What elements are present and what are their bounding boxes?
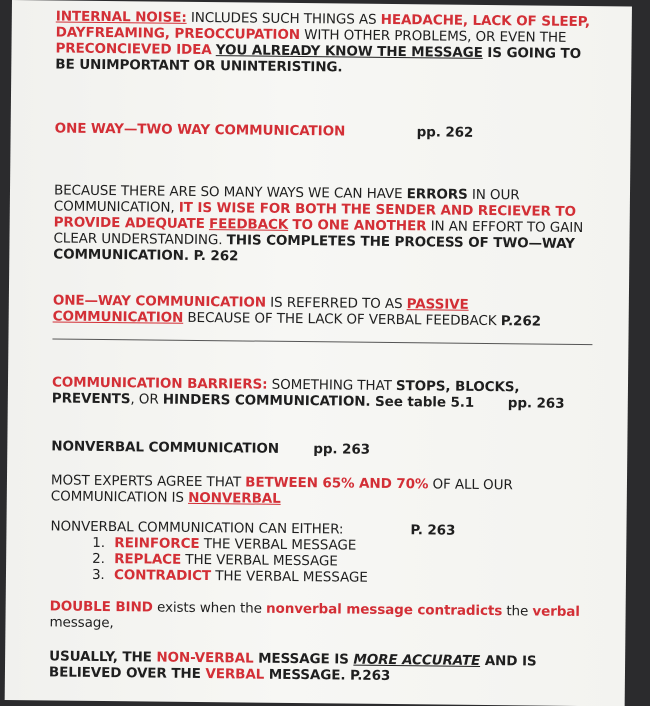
verbal-word: verbal <box>532 603 580 620</box>
heading-page: pp. 262 <box>416 124 474 141</box>
text: WITH OTHER PROBLEMS, OR EVEN THE <box>299 27 567 46</box>
text: the <box>502 603 533 620</box>
item-number: 3. <box>91 566 105 584</box>
verbal-word: VERBAL <box>205 666 265 683</box>
heading-title: ONE WAY—TWO WAY COMMUNICATION <box>54 120 346 140</box>
text: OF ALL OUR COMMUNICATION IS <box>50 476 513 506</box>
text: MESSAGE. P.263 <box>264 666 391 684</box>
one-way-paragraph <box>53 292 593 330</box>
either-block <box>50 518 591 588</box>
internal-noise-paragraph <box>55 8 596 78</box>
item-number: 2. <box>92 550 105 568</box>
text: AND IS BELIEVED OVER THE <box>48 652 537 683</box>
heading-page: pp. 263 <box>313 441 371 458</box>
text: SOMETHING THAT <box>267 376 397 395</box>
already-know-phrase: YOU ALREADY KNOW THE MESSAGE <box>215 42 483 61</box>
text: IN OUR COMMUNICATION, <box>53 186 520 216</box>
more-accurate: MORE ACCURATE <box>353 651 481 669</box>
nonverbal-contradicts: nonverbal message contradicts <box>265 600 503 620</box>
text: IS GOING TO BE UNIMPORTANT OR UNINTERISTING. <box>55 44 582 76</box>
text: exists when the <box>152 599 267 617</box>
item-key: REINFORCE <box>114 535 200 552</box>
passive-communication: PASSIVE COMMUNICATION <box>52 296 469 326</box>
text: , OR <box>130 391 163 408</box>
item-key: REPLACE <box>114 551 182 568</box>
text: NONVERBAL COMMUNICATION CAN EITHER: <box>50 518 344 538</box>
another-phrase: TO ONE ANOTHER <box>292 216 427 235</box>
completes-phrase: THIS COMPLETES THE PROCESS OF TWO—WAY COMMUNICATION. P. 262 <box>53 232 575 265</box>
internal-noise-term: INTERNAL NOISE: <box>55 8 187 26</box>
text: USUALLY, THE <box>49 648 157 666</box>
wise-phrase: IT IS WISE FOR BOTH THE SENDER AND RECIEVER TO PROVIDE ADEQUATE <box>53 199 577 233</box>
text: BECAUSE OF THE LACK OF VERBAL FEEDBACK <box>183 309 501 330</box>
barriers-term: COMMUNICATION BARRIERS: <box>51 374 268 393</box>
item-text: THE VERBAL MESSAGE <box>210 568 368 586</box>
text: MOST EXPERTS AGREE THAT <box>50 472 246 491</box>
between-phrase: BETWEEN 65% AND 70% <box>245 474 429 493</box>
usually-paragraph <box>49 648 589 686</box>
heading-title: NONVERBAL COMMUNICATION <box>51 438 280 457</box>
feedback-word: FEEDBACK <box>208 216 289 233</box>
experts-paragraph <box>51 472 591 510</box>
nonverbal-word: NONVERBAL <box>188 489 281 507</box>
either-page: P. 263 <box>410 522 456 539</box>
one-two-way-heading <box>55 120 595 142</box>
one-way-term: ONE—WAY COMMUNICATION <box>52 292 267 311</box>
item-key: CONTRADICT <box>113 567 212 585</box>
item-text: THE VERBAL MESSAGE <box>181 551 338 570</box>
text: message, <box>49 614 114 632</box>
barriers-page: pp. 263 <box>507 395 565 412</box>
document-page <box>5 0 632 706</box>
hinders-phrase: HINDERS COMMUNICATION. See table 5.1 <box>162 391 475 411</box>
double-bind-term: DOUBLE BIND <box>49 598 153 616</box>
preconcieved-idea: PRECONCIEVED IDEA <box>55 40 212 59</box>
nonverbal-heading <box>51 438 591 460</box>
text: MESSAGE IS <box>253 650 354 668</box>
text: BECAUSE THERE ARE SO MANY WAYS WE CAN HAVE <box>53 182 407 203</box>
headache-list: HEADACHE, LACK OF SLEEP, DAYFREAMING, PREOCCUPATION <box>55 11 591 44</box>
item-text: THE VERBAL MESSAGE <box>199 535 357 554</box>
because-paragraph <box>53 182 594 268</box>
divider-line <box>52 338 592 345</box>
errors-word: ERRORS <box>406 186 468 203</box>
double-bind-paragraph <box>49 598 589 636</box>
stops-phrase: STOPS, BLOCKS, PREVENTS <box>51 378 520 408</box>
barriers-paragraph <box>52 374 592 412</box>
text: IN AN EFFORT TO GAIN CLEAR UNDERSTANDING. <box>53 218 584 249</box>
text: INCLUDES SUCH THINGS AS <box>186 9 381 28</box>
text: IS REFERRED TO AS <box>265 294 407 313</box>
one-way-page: P.262 <box>500 313 542 330</box>
either-list <box>50 534 590 588</box>
item-number: 1. <box>92 534 106 552</box>
non-verbal-word: NON-VERBAL <box>156 649 254 667</box>
